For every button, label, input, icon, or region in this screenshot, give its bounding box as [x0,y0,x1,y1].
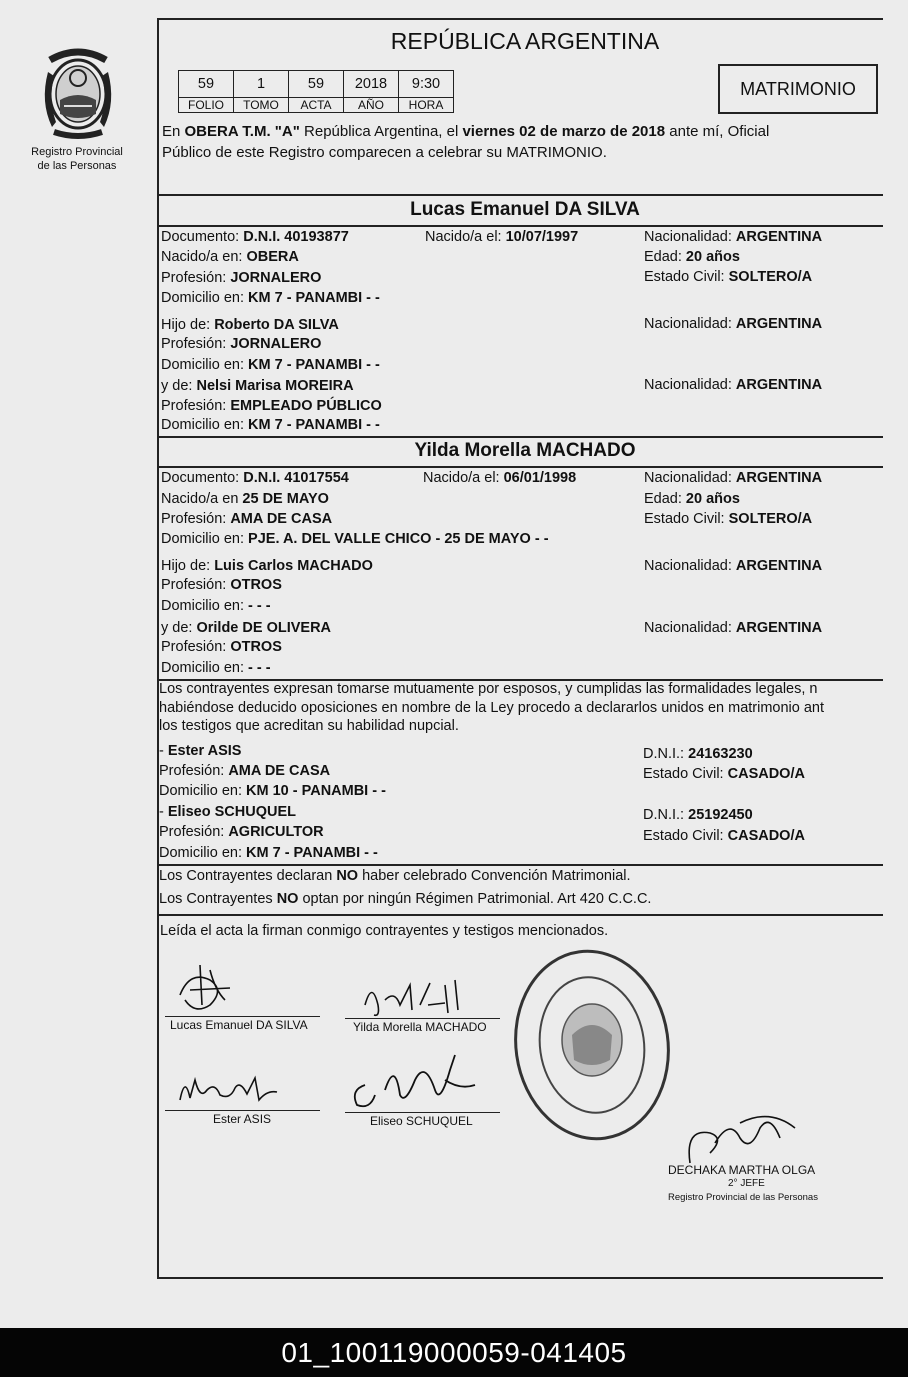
signature-label-witness-1: Ester ASIS [213,1112,272,1126]
form-bottom-border [157,1277,883,1279]
bride-domicile: Domicilio en: PJE. A. DEL VALLE CHICO - 25 DE MAYO - - [161,531,549,547]
witness-1-dni: D.N.I.: 24163230 [643,746,753,762]
bride-mother-nationality: Nacionalidad: ARGENTINA [644,620,823,636]
tomo-label: TOMO [234,98,289,113]
document-code-bar [0,1328,908,1377]
convention-statement: Los Contrayentes declaran NO haber celebrado Convención Matrimonial. [159,868,631,884]
groom-nationality: Nacionalidad: ARGENTINA [644,229,823,245]
declaration-line-3: los testigos que acreditan su habilidad nupcial. [159,718,459,734]
witness-1-name: - Ester ASIS [159,743,242,759]
signature-scribble-witness-1 [175,1070,285,1110]
official-name: DECHAKA MARTHA OLGA [668,1163,816,1177]
tomo-value: 1 [234,71,289,98]
bride-mother-profession: Profesión: OTROS [161,639,282,655]
witness-1-civil-status: Estado Civil: CASADO/A [643,766,805,782]
groom-mother: y de: Nelsi Marisa MOREIRA [161,378,354,394]
signature-line [165,1110,320,1111]
bride-father: Hijo de: Luis Carlos MACHADO [161,558,373,574]
divider [157,466,883,468]
hora-value: 9:30 [399,71,454,98]
signature-line [165,1016,320,1017]
bride-profession: Profesión: AMA DE CASA [161,511,333,527]
divider [157,914,883,916]
signature-label-groom: Lucas Emanuel DA SILVA [170,1018,308,1032]
declaration-line-1: Los contrayentes expresan tomarse mutuamente por esposos, y cumplidas las formalidades legales, n [159,681,818,697]
official-org: Registro Provincial de las Personas [668,1192,818,1203]
bride-mother-domicile: Domicilio en: - - - [161,660,271,676]
groom-mother-nationality: Nacionalidad: ARGENTINA [644,377,823,393]
groom-name: Lucas Emanuel DA SILVA [410,199,640,220]
bride-father-domicile: Domicilio en: - - - [161,598,271,614]
record-number-grid [178,70,454,113]
bride-nationality: Nacionalidad: ARGENTINA [644,470,823,486]
bride-mother: y de: Orilde DE OLIVERA [161,620,332,636]
witness-2-profession: Profesión: AGRICULTOR [159,824,324,840]
groom-father-profession: Profesión: JORNALERO [161,336,322,352]
groom-father-nationality: Nacionalidad: ARGENTINA [644,316,823,332]
logo-caption-1: Registro Provincial [31,146,123,158]
groom-domicile: Domicilio en: KM 7 - PANAMBI - - [161,290,380,306]
groom-birthplace: Nacido/a en: OBERA [161,249,299,265]
declaration-line-2: habiéndose deducido oposiciones en nombre de la Ley procedo a declararlos unidos en matrimonio ant [159,700,825,716]
folio-label: FOLIO [179,98,234,113]
page-title: REPÚBLICA ARGENTINA [390,28,660,54]
witness-2-name: - Eliseo SCHUQUEL [159,804,296,820]
province-logo [30,42,126,140]
divider [157,864,883,866]
signature-label-witness-2: Eliseo SCHUQUEL [370,1114,473,1128]
regime-statement: Los Contrayentes NO optan por ningún Régimen Patrimonial. Art 420 C.C.C. [159,891,652,907]
bride-name: Yilda Morella MACHADO [414,440,636,461]
acta-label: ACTA [289,98,344,113]
signature-label-bride: Yilda Morella MACHADO [353,1020,487,1034]
groom-birthdate: Nacido/a el: 10/07/1997 [425,229,579,245]
divider [157,194,883,196]
act-type-box [718,64,878,114]
bride-father-profession: Profesión: OTROS [161,577,282,593]
folio-value: 59 [179,71,234,98]
registry-stamp-icon [510,945,675,1145]
groom-father: Hijo de: Roberto DA SILVA [161,317,339,333]
signature-scribble-witness-2 [345,1050,485,1115]
witness-1-profession: Profesión: AMA DE CASA [159,763,331,779]
bride-age: Edad: 20 años [644,491,740,507]
intro-line-1: En OBERA T.M. "A" República Argentina, el viernes 02 de marzo de 2018 ante mí, Oficial [162,123,770,140]
bride-document: Documento: D.N.I. 41017554 [161,470,349,486]
document-code: 01_100119000059-041405 [281,1336,627,1368]
signature-line [345,1112,500,1113]
province-seal-icon [30,42,126,140]
reading-statement: Leída el acta la firman conmigo contrayentes y testigos mencionados. [160,923,609,939]
official-role: 2° JEFE [728,1178,765,1189]
witness-2-dni: D.N.I.: 25192450 [643,807,753,823]
form-top-border [157,18,883,20]
hora-label: HORA [399,98,454,113]
form-left-border [157,18,159,1278]
bride-civil-status: Estado Civil: SOLTERO/A [644,511,813,527]
official-stamp [510,945,675,1145]
signature-scribble-bride [360,975,470,1020]
witness-1-domicile: Domicilio en: KM 10 - PANAMBI - - [159,783,386,799]
bride-birthdate: Nacido/a el: 06/01/1998 [423,470,577,486]
divider [157,436,883,438]
groom-mother-profession: Profesión: EMPLEADO PÚBLICO [161,398,382,414]
anio-value: 2018 [344,71,399,98]
intro-line-2: Público de este Registro comparecen a celebrar su MATRIMONIO. [162,144,607,161]
witness-2-domicile: Domicilio en: KM 7 - PANAMBI - - [159,845,378,861]
divider [157,225,883,227]
anio-label: AÑO [344,98,399,113]
bride-birthplace: Nacido/a en 25 DE MAYO [161,491,329,507]
witness-2-civil-status: Estado Civil: CASADO/A [643,828,805,844]
signature-scribble-groom [170,960,250,1020]
groom-profession: Profesión: JORNALERO [161,270,322,286]
signature-line [345,1018,500,1019]
act-type-label: MATRIMONIO [740,78,856,99]
acta-value: 59 [289,71,344,98]
groom-age: Edad: 20 años [644,249,740,265]
groom-civil-status: Estado Civil: SOLTERO/A [644,269,813,285]
groom-mother-domicile: Domicilio en: KM 7 - PANAMBI - - [161,417,380,433]
logo-caption-2: de las Personas [37,160,117,172]
groom-document: Documento: D.N.I. 40193877 [161,229,349,245]
groom-father-domicile: Domicilio en: KM 7 - PANAMBI - - [161,357,380,373]
bride-father-nationality: Nacionalidad: ARGENTINA [644,558,823,574]
